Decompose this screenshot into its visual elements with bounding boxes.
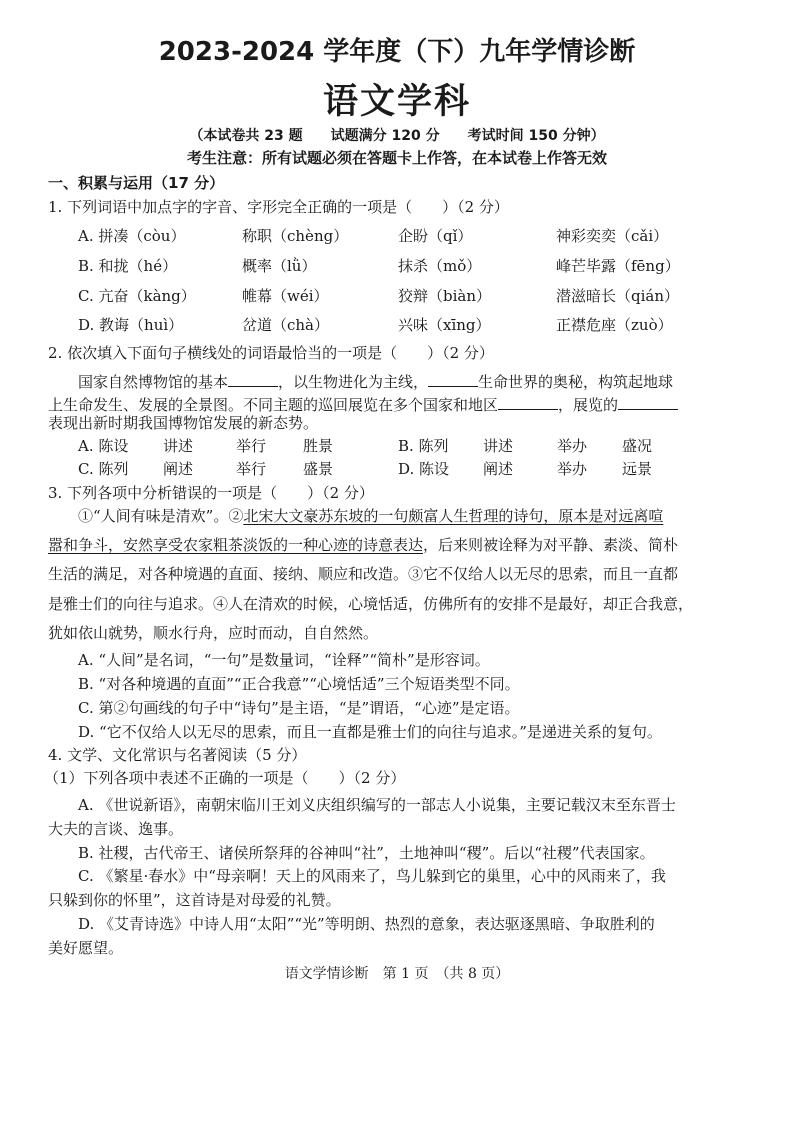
- section-heading: 一、积累与运用（17 分）: [48, 174, 225, 192]
- q3-passage-line-4: 是雅士们的向往与追求。④人在清欢的时候，心境恬适，仿佛所有的安排不是最好，却正合我意，: [48, 595, 694, 613]
- q4-option-c-line-2: 只躲到你的怀里”，这首诗是对母爱的礼赞。: [48, 891, 341, 909]
- q1-option-a-2: 称职（chèng）: [242, 227, 349, 245]
- answer-blank-2[interactable]: [428, 372, 478, 387]
- q2-option-cell: 胜景: [303, 437, 334, 455]
- q3-option-b: B. “对各种境遇的直面”“正合我意”“心境恬适”三个短语类型不同。: [78, 675, 520, 693]
- q1-option-b-4: 峰芒毕露（fēng）: [556, 257, 680, 275]
- q4-option-a-line-2: 大夫的言谈、逸事。: [48, 820, 184, 838]
- q2-option-cell: B. 陈列: [398, 437, 449, 455]
- q2-option-cell: 远景: [622, 460, 653, 478]
- q2-option-cell: 讲述: [483, 437, 514, 455]
- q2-option-cell: 盛景: [303, 460, 334, 478]
- q1-option-d-1: D. 教诲（huì）: [78, 316, 184, 334]
- q2-passage-line-3: 表现出新时期我国博物馆发展的新态势。: [48, 414, 319, 432]
- q1-option-b-1: B. 和拢（hé）: [78, 257, 178, 275]
- underlined-sentence: 嚣和争斗，安然享受农家粗茶淡饭的一种心迹的诗意表达: [48, 536, 424, 554]
- q3-option-d: D. “它不仅给人以无尽的思索，而且一直都是雅士们的向往与追求。”是递进关系的复句。: [78, 723, 662, 741]
- q1-option-c-2: 帷幕（wéi）: [242, 287, 329, 305]
- q1-option-a-1: A. 拼凑（còu）: [78, 227, 186, 245]
- q1-option-a-3: 企盼（qǐ）: [398, 227, 473, 245]
- question-4-sub-1: （1）下列各项中表述不正确的一项是（ ）（2 分）: [44, 769, 406, 787]
- underlined-sentence: 北宋大文豪苏东坡的一句颇富人生哲理的诗句，原本是对远离喧: [243, 507, 664, 525]
- q3-passage-line-1: ①“人间有味是清欢”。②北宋大文豪苏东坡的一句颇富人生哲理的诗句，原本是对远离喧: [78, 507, 664, 525]
- q4-option-a-line-1: A. 《世说新语》，南朝宋临川王刘义庆组织编写的一部志人小说集，主要记载汉末至东晋士: [78, 796, 676, 814]
- q1-option-b-2: 概率（lǜ）: [242, 257, 317, 275]
- exam-info: （本试卷共 23 题 试题满分 120 分 考试时间 150 分钟）: [189, 128, 605, 144]
- q1-option-d-2: 岔道（chà）: [242, 316, 330, 334]
- q3-passage-line-5: 犹如依山就势，顺水行舟，应时而动，自自然然。: [48, 624, 379, 642]
- q1-option-d-3: 兴味（xīng）: [398, 316, 491, 334]
- q2-option-cell: D. 陈设: [398, 460, 450, 478]
- answer-blank-4[interactable]: [618, 395, 678, 410]
- exam-notice: 考生注意：所有试题必须在答题卡上作答，在本试卷上作答无效: [186, 149, 607, 167]
- exam-title: 2023-2024 学年度（下）九年学情诊断: [158, 37, 636, 67]
- answer-blank-1[interactable]: [228, 372, 278, 387]
- q1-option-c-4: 潜滋暗长（qián）: [556, 287, 680, 305]
- q1-option-c-1: C. 亢奋（kàng）: [78, 287, 196, 305]
- answer-blank-3[interactable]: [498, 395, 558, 410]
- question-4-stem: 4. 文学、文化常识与名著阅读（5 分）: [48, 746, 307, 764]
- q2-option-cell: 举行: [236, 460, 267, 478]
- q2-option-cell: 阐述: [163, 460, 194, 478]
- q2-option-cell: 讲述: [163, 437, 194, 455]
- q3-option-a: A. “人间”是名词，“一句”是数量词，“诠释”“简朴”是形容词。: [78, 651, 490, 669]
- q2-option-cell: C. 陈列: [78, 460, 129, 478]
- q2-option-cell: 举办: [557, 460, 588, 478]
- question-1-stem: 1. 下列词语中加点字的字音、字形完全正确的一项是（ ）（2 分）: [48, 198, 509, 216]
- q4-option-d-line-1: D. 《艾青诗选》中诗人用“太阳”“光”等明朗、热烈的意象，表达驱逐黑暗、争取胜利的: [78, 915, 655, 933]
- q2-passage-line-2: 上生命发生、发展的全景图。不同主题的巡回展览在多个国家和地区 ，展览的: [48, 395, 678, 415]
- question-3-stem: 3. 下列各项中分析错误的一项是（ ）（2 分）: [48, 484, 374, 502]
- q1-option-c-3: 狡辩（biàn）: [398, 287, 492, 305]
- q2-option-cell: A. 陈设: [78, 437, 129, 455]
- q3-passage-line-3: 生活的满足，对各种境遇的直面、接纳、顺应和改造。③它不仅给人以无尽的思索，而且一直都: [48, 565, 679, 583]
- q1-option-d-4: 正襟危座（zuò）: [556, 316, 673, 334]
- q4-option-c-line-1: C. 《繁星·春水》中“母亲啊！天上的风雨来了，鸟儿躲到它的巢里，心中的风雨来了，我: [78, 867, 666, 885]
- q4-option-b: B. 社稷，古代帝王、诸侯所祭拜的谷神叫“社”，土地神叫“稷”。后以“社稷”代表国家。: [78, 844, 655, 862]
- q2-option-cell: 盛况: [622, 437, 653, 455]
- page-footer: 语文学情诊断 第 1 页 （共 8 页）: [284, 966, 510, 982]
- q3-passage-line-2: 嚣和争斗，安然享受农家粗茶淡饭的一种心迹的诗意表达，后来则被诠释为对平静、素淡、简朴: [48, 536, 679, 554]
- q4-option-d-line-2: 美好愿望。: [48, 939, 124, 957]
- q2-option-cell: 举行: [236, 437, 267, 455]
- subject-title: 语文学科: [322, 82, 471, 122]
- q2-option-cell: 举办: [557, 437, 588, 455]
- q3-option-c: C. 第②句画线的句子中“诗句”是主语，“是”谓语，“心迹”是定语。: [78, 699, 520, 717]
- q2-option-cell: 阐述: [483, 460, 514, 478]
- q2-passage-line-1: 国家自然博物馆的基本 ，以生物进化为主线， 生命世界的奥秘，构筑起地球: [78, 373, 674, 391]
- question-2-stem: 2. 依次填入下面句子横线处的词语最恰当的一项是（ ）（2 分）: [48, 344, 494, 362]
- q1-option-a-4: 神彩奕奕（cǎi）: [556, 227, 669, 245]
- q1-option-b-3: 抹杀（mǒ）: [398, 257, 482, 275]
